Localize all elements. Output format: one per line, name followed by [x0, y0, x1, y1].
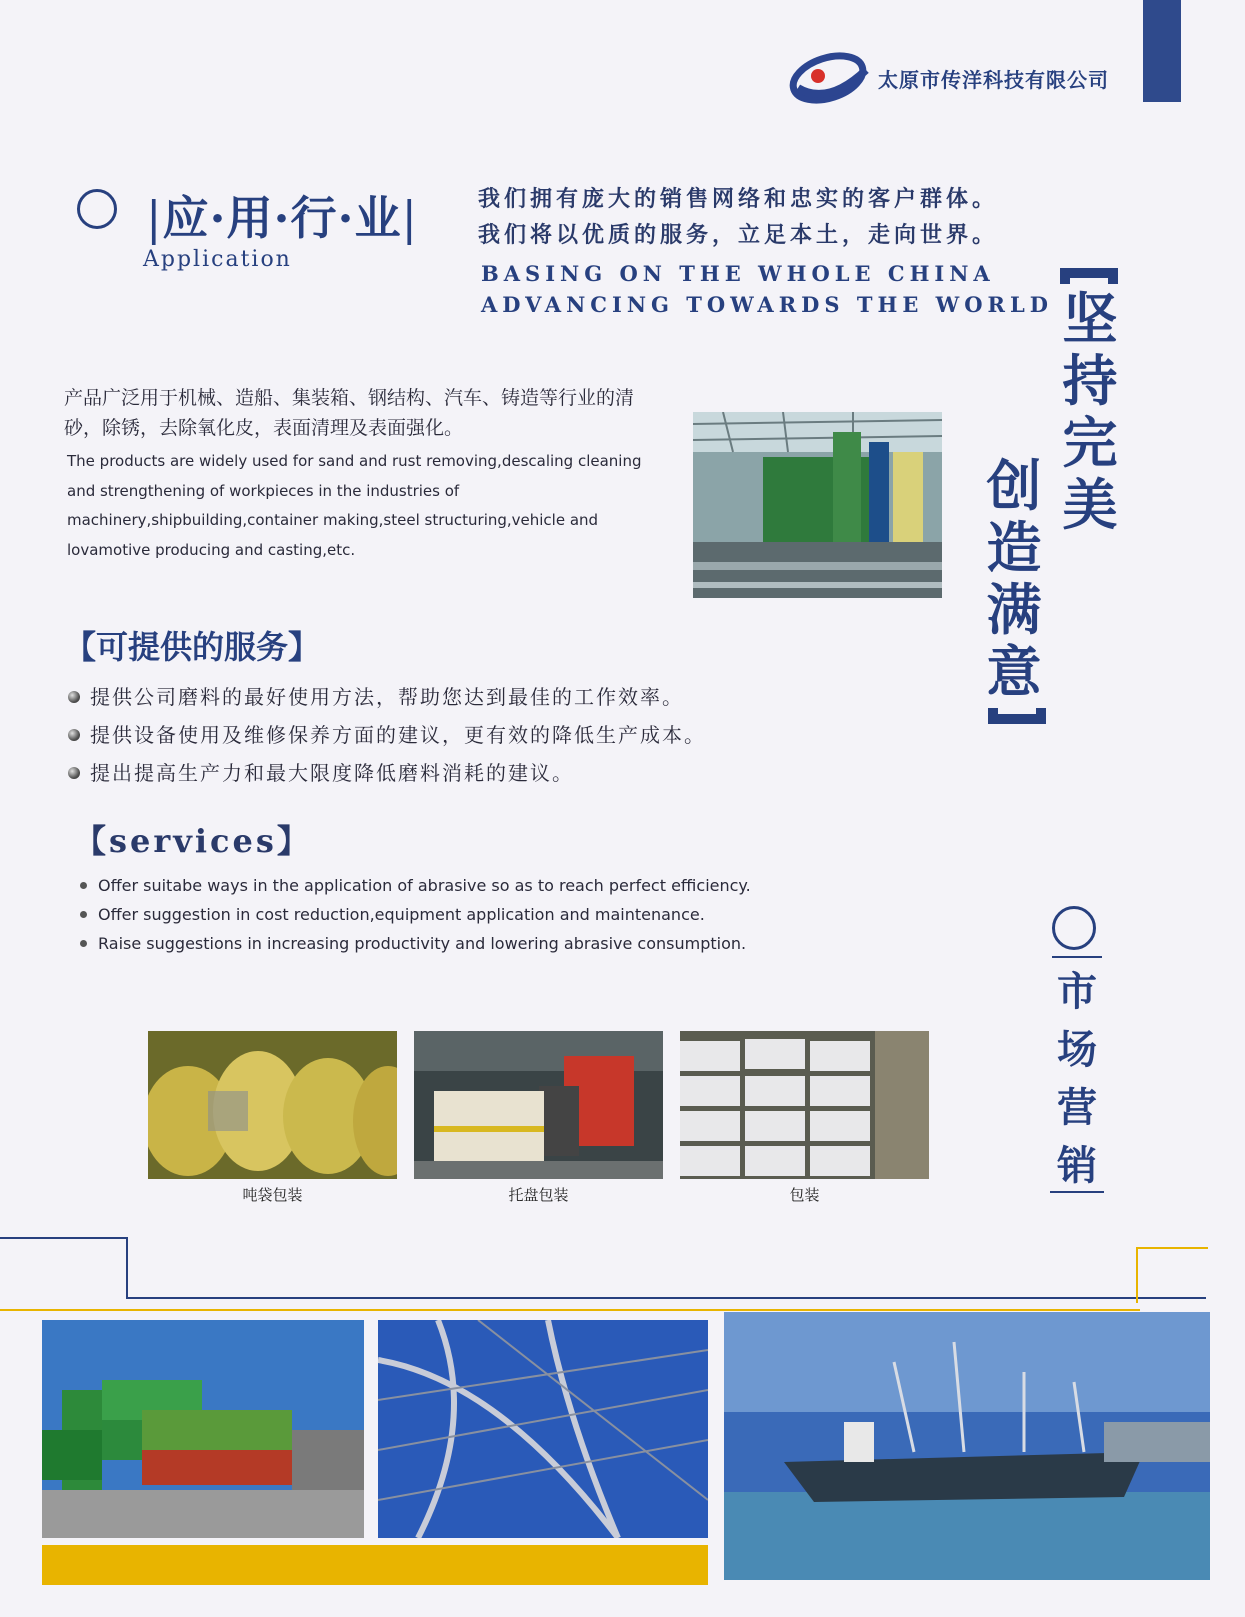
- slogan-cn-line: 我们拥有庞大的销售网络和忠实的客户群体。: [478, 186, 999, 212]
- service-cn-text: 提出提高生产力和最大限度降低磨料消耗的建议。: [90, 761, 574, 785]
- steel-structure-photo: [378, 1320, 708, 1538]
- service-en-text: Offer suggestion in cost reduction,equipment application and maintenance.: [98, 905, 705, 924]
- company-name: 太原市传洋科技有限公司: [878, 68, 1109, 92]
- divider: [1050, 1191, 1104, 1193]
- marketing-char: 场: [1057, 1026, 1097, 1073]
- bullet-icon: [68, 729, 80, 741]
- description-chinese: 产品广泛用于机械、造船、集装箱、钢结构、汽车、铸造等行业的清砂，除锈，去除氧化皮，表面清理及表面强化。: [64, 387, 635, 439]
- slogan-char: 满: [986, 577, 1042, 642]
- marketing-char: 营: [1057, 1084, 1097, 1131]
- services-cn-title: 【可提供的服务】: [64, 628, 321, 666]
- bullet-icon: [80, 882, 87, 889]
- services-en-title: 【services】: [74, 822, 312, 860]
- marketing-vertical-title: [1052, 963, 1102, 1195]
- service-cn-text: 提供设备使用及维修保养方面的建议，更有效的降低生产成本。: [90, 723, 706, 747]
- divider: [1136, 1247, 1208, 1249]
- bullet-icon: [68, 767, 80, 779]
- divider: [1052, 956, 1102, 958]
- marketing-char: 销: [1057, 1142, 1097, 1189]
- slogan-char: 坚: [1062, 286, 1118, 351]
- list-item: [68, 678, 706, 716]
- factory-equipment-photo: [693, 412, 942, 598]
- section-circle-icon: [77, 189, 117, 229]
- bullet-icon: [80, 911, 87, 918]
- list-item: [80, 871, 751, 900]
- pallet-packaging-photo: [414, 1031, 663, 1179]
- divider: [126, 1237, 128, 1299]
- application-subtitle: Application: [143, 247, 292, 272]
- slogan-char: 持: [1062, 348, 1118, 413]
- divider: [0, 1309, 1140, 1311]
- slogan-char: 美: [1062, 472, 1118, 537]
- ton-bag-packaging-photo: [148, 1031, 397, 1179]
- service-en-text: Raise suggestions in increasing productivity and lowering abrasive consumption.: [98, 934, 747, 953]
- description-english: The products are widely used for sand and rust removing,descaling cleaning and strengthening of workpieces in the industries of machinery,shipbuilding,container making,steel structuring,vehicle and lovamotive producing and casting,etc.: [67, 452, 642, 559]
- title-char: 行: [290, 191, 338, 245]
- slogan-english: [481, 258, 1053, 320]
- list-item: [68, 754, 706, 792]
- vertical-slogan-line2: [982, 455, 1046, 703]
- bracket-close-icon: [988, 708, 1046, 724]
- title-char: 业: [354, 191, 402, 245]
- packaging-caption: 托盘包装: [508, 1186, 569, 1204]
- application-title: |应·用·行·业|: [146, 191, 419, 245]
- bullet-icon: [80, 940, 87, 947]
- services-cn-list: [68, 678, 706, 792]
- title-char: 用: [226, 191, 274, 245]
- bracket-open-icon: [1060, 268, 1118, 284]
- slogan-char: 完: [1062, 410, 1118, 475]
- marketing-circle-icon: [1052, 906, 1096, 950]
- slogan-en-line: BASING ON THE WHOLE CHINA: [481, 261, 995, 286]
- packaging-caption: 包装: [789, 1186, 820, 1204]
- bullet-icon: [68, 691, 80, 703]
- title-char: 应: [162, 191, 210, 245]
- divider: [126, 1297, 1206, 1299]
- vertical-slogan-line1: [1058, 288, 1122, 536]
- slogan-chinese: [478, 181, 998, 253]
- list-item: [80, 900, 751, 929]
- list-item: [68, 716, 706, 754]
- service-en-text: Offer suitabe ways in the application of abrasive so as to reach perfect efficiency.: [98, 876, 751, 895]
- cargo-ship-photo: [724, 1312, 1210, 1580]
- divider: [1136, 1247, 1138, 1303]
- divider: [0, 1237, 128, 1239]
- services-en-list: [80, 871, 751, 958]
- slogan-char: 意: [986, 639, 1042, 704]
- slogan-cn-line: 我们将以优质的服务，立足本土，走向世界。: [478, 222, 999, 248]
- slogan-en-line: ADVANCING TOWARDS THE WORLD: [481, 292, 1053, 317]
- yellow-band: [42, 1545, 708, 1585]
- packaging-caption: 吨袋包装: [242, 1186, 303, 1204]
- company-logo-icon: [788, 48, 872, 104]
- list-item: [80, 929, 751, 958]
- bag-packaging-photo: [680, 1031, 929, 1179]
- slogan-char: 造: [986, 515, 1042, 580]
- marketing-char: 市: [1057, 968, 1097, 1015]
- service-cn-text: 提供公司磨料的最好使用方法，帮助您达到最佳的工作效率。: [90, 685, 684, 709]
- slogan-char: 创: [986, 453, 1042, 518]
- shipping-containers-photo: [42, 1320, 364, 1538]
- corner-accent-bar: [1143, 0, 1181, 102]
